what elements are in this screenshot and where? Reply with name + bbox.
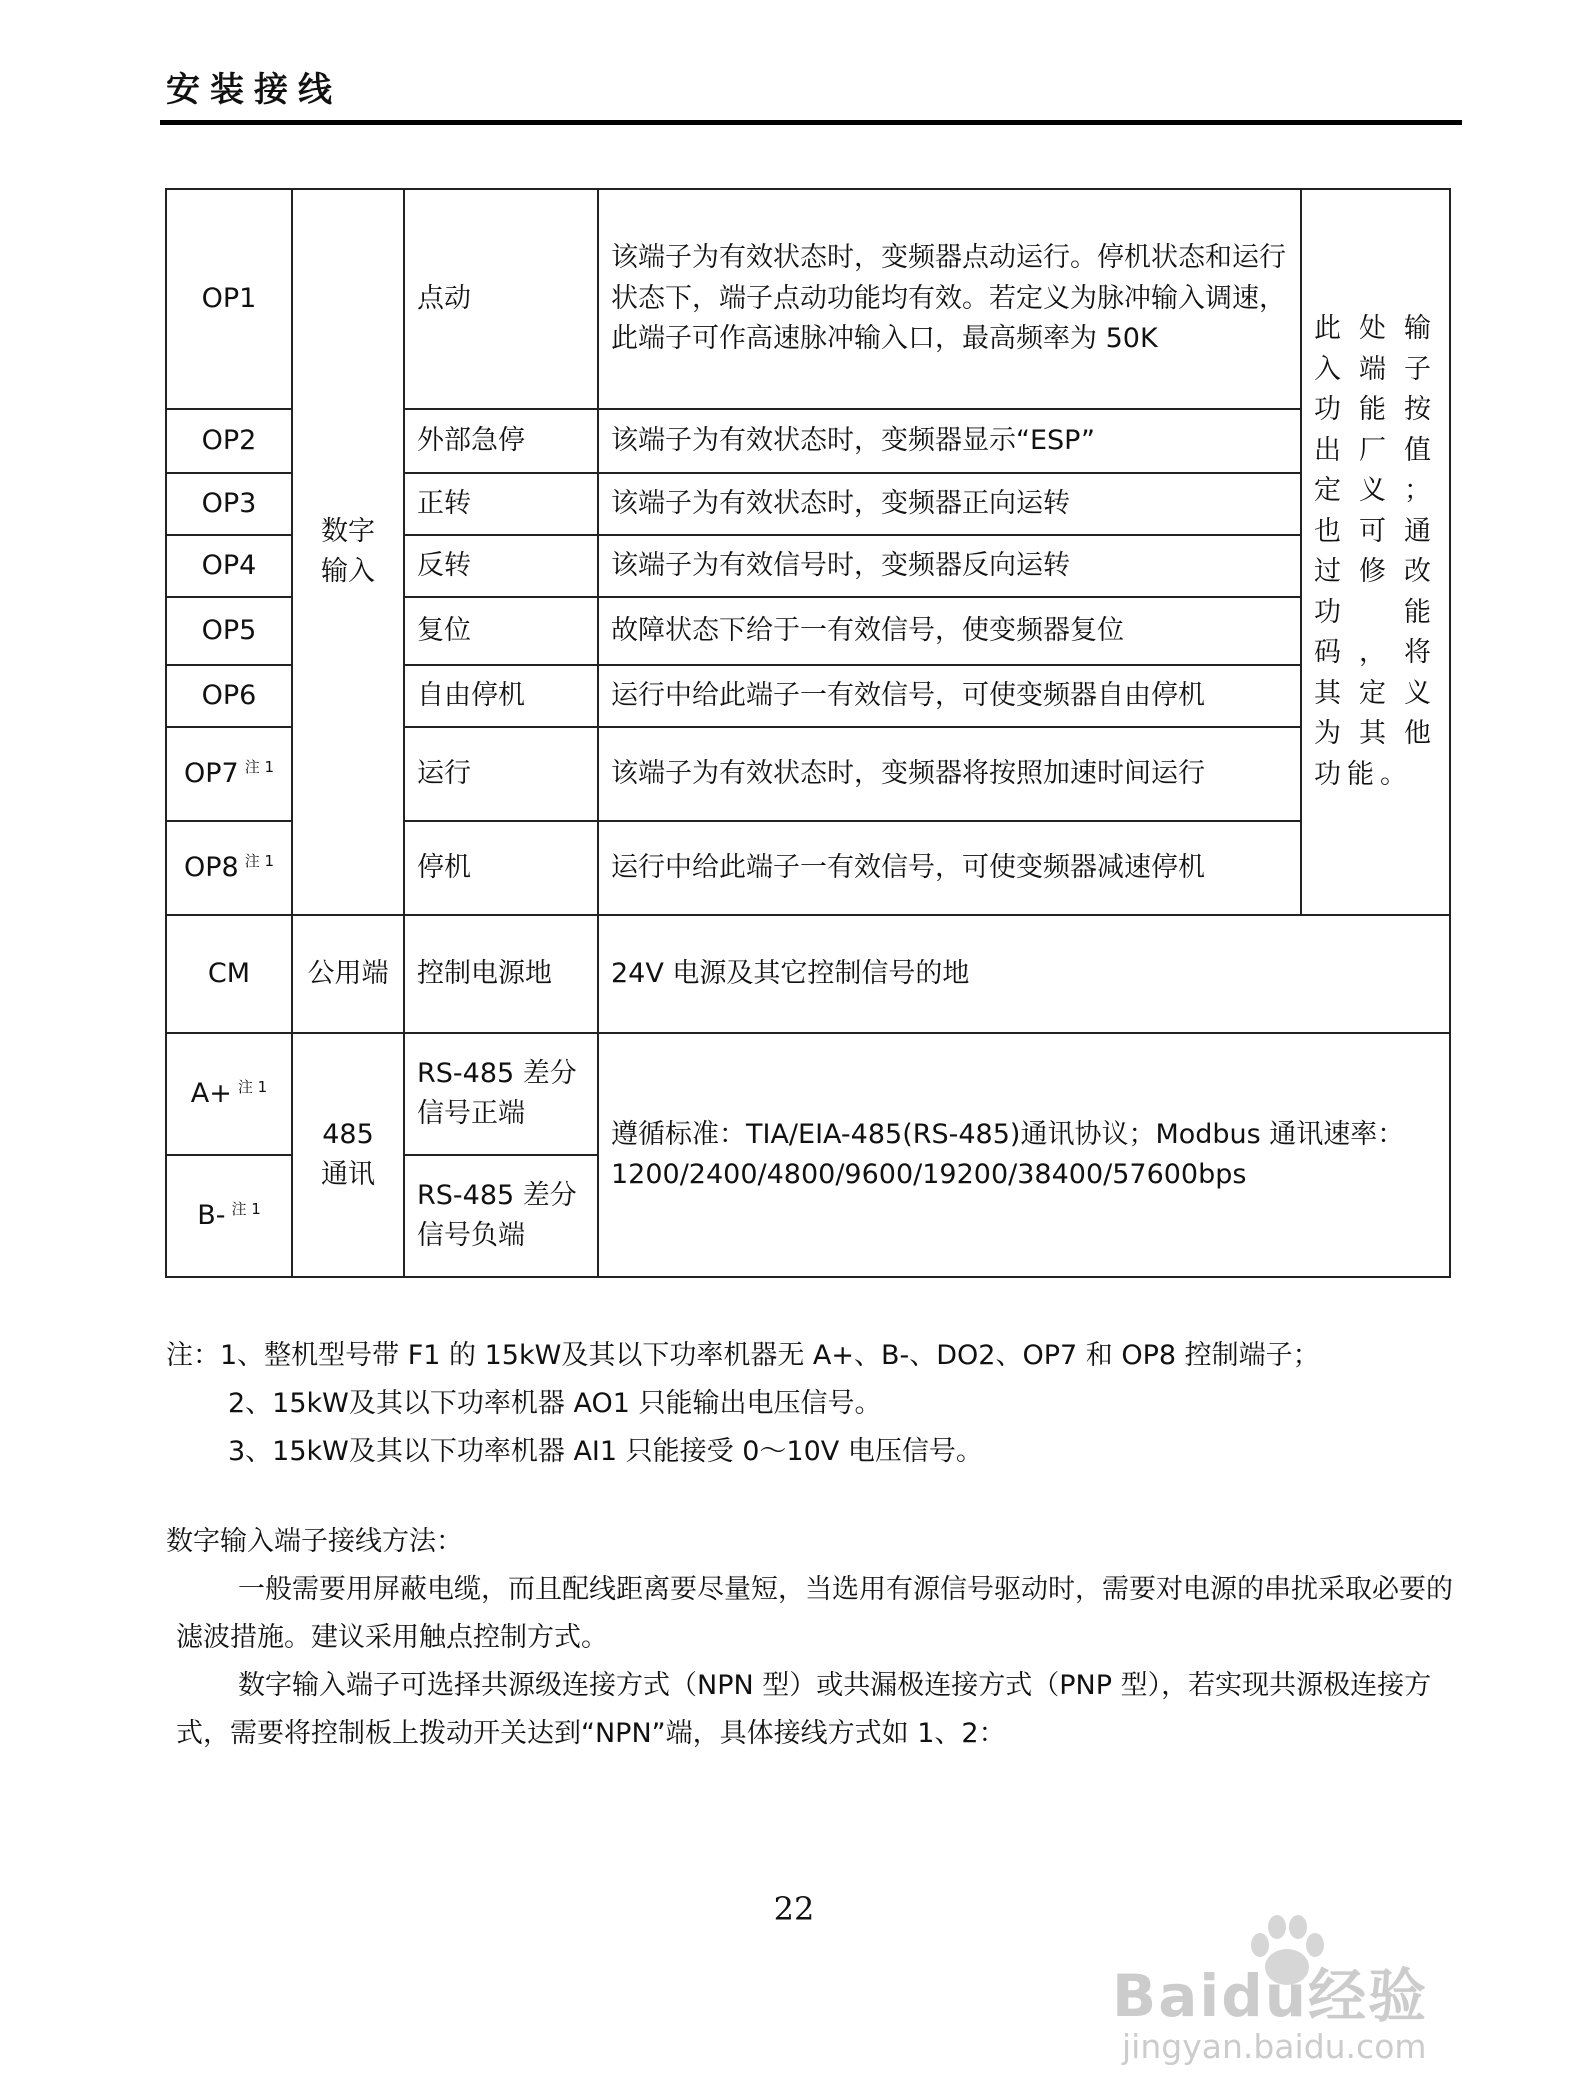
function-cell: 外部急停 <box>404 409 598 473</box>
terminal-cell: OP5 <box>166 597 292 665</box>
watermark-url: jingyan.baidu.com <box>1122 2027 1427 2066</box>
function-cell: 运行 <box>404 727 598 821</box>
terminal-cell: A+ $^{注 1}$ <box>166 1033 292 1155</box>
function-cell: 停机 <box>404 821 598 915</box>
paragraph: 数字输入端子可选择共源级连接方式（NPN 型）或共漏极连接方式（PNP 型），若实现共源极连接方式，需要将控制板上拨动开关达到“NPN”端，具体接线方式如 1、2： <box>176 1670 1432 1749</box>
terminal-cell: OP2 <box>166 409 292 473</box>
description-cell: 该端子为有效信号时，变频器反向运转 <box>598 535 1301 597</box>
paragraph: 一般需要用屏蔽电缆，而且配线距离要尽量短，当选用有源信号驱动时，需要对电源的串扰采取必要的滤波措施。建议采用触点控制方式。 <box>176 1574 1453 1653</box>
function-cell: 点动 <box>404 189 598 409</box>
description-cell: 故障状态下给于一有效信号，使变频器复位 <box>598 597 1301 665</box>
terminal-cell: B- $^{注 1}$ <box>166 1155 292 1277</box>
section-heading: 数字输入端子接线方法： <box>166 1526 463 1557</box>
description-cell: 该端子为有效状态时，变频器将按照加速时间运行 <box>598 727 1301 821</box>
watermark <box>1112 1905 1482 2075</box>
section-title: 安装接线 <box>166 70 342 110</box>
footnote-3: 3、15kW及其以下功率机器 AI1 只能接受 0～10V 电压信号。 <box>228 1436 983 1467</box>
footnote-2: 2、15kW及其以下功率机器 AO1 只能输出电压信号。 <box>228 1388 882 1419</box>
description-cell: 遵循标准：TIA/EIA-485(RS-485)通讯协议；Modbus 通讯速率：1200/2400/4800/9600/19200/38400/57600bps <box>598 1033 1450 1277</box>
terminal-cell: OP8 $^{注 1}$ <box>166 821 292 915</box>
table-row <box>166 189 1450 409</box>
footnote-mark: 注 1 <box>237 1077 268 1096</box>
side-note: 此处输入端子功能按出厂值定义；也可通过修改功能码，将其定义为其他功能。 <box>1301 189 1450 915</box>
footnote-1: 注：1、整机型号带 F1 的 15kW及其以下功率机器无 A+、B-、DO2、OP7 和 OP8 控制端子； <box>166 1340 1320 1371</box>
group-485-comm: 485 通讯 <box>292 1033 404 1277</box>
description-cell: 24V 电源及其它控制信号的地 <box>598 915 1450 1033</box>
function-cell: 自由停机 <box>404 665 598 727</box>
description-cell: 运行中给此端子一有效信号，可使变频器减速停机 <box>598 821 1301 915</box>
function-cell: 正转 <box>404 473 598 535</box>
footnote-mark: 注 1 <box>244 757 275 776</box>
function-cell: 控制电源地 <box>404 915 598 1033</box>
function-cell: 复位 <box>404 597 598 665</box>
footnote-mark: 注 1 <box>244 851 275 870</box>
watermark-brand: Baidu经验 <box>1112 1962 1429 2030</box>
terminal-cell: OP3 <box>166 473 292 535</box>
footnotes <box>166 1332 1456 1476</box>
function-cell: RS-485 差分信号正端 <box>404 1033 598 1155</box>
function-cell: 反转 <box>404 535 598 597</box>
description-cell: 该端子为有效状态时，变频器显示“ESP” <box>598 409 1301 473</box>
table-row <box>166 1033 1450 1155</box>
description-cell: 该端子为有效状态时，变频器点动运行。停机状态和运行状态下，端子点动功能均有效。若定义为脉冲输入调速，此端子可作高速脉冲输入口，最高频率为 50K <box>598 189 1301 409</box>
table-row <box>166 915 1450 1033</box>
description-cell: 该端子为有效状态时，变频器正向运转 <box>598 473 1301 535</box>
group-digital-input: 数字 输入 <box>292 189 404 915</box>
group-common: 公用端 <box>292 915 404 1033</box>
footnote-mark: 注 1 <box>231 1199 261 1218</box>
header-rule <box>160 120 1462 125</box>
description-cell: 运行中给此端子一有效信号，可使变频器自由停机 <box>598 665 1301 727</box>
page-number: 22 <box>773 1890 815 1928</box>
terminal-cell: OP6 <box>166 665 292 727</box>
function-cell: RS-485 差分信号负端 <box>404 1155 598 1277</box>
terminal-cell: OP7 $^{注 1}$ <box>166 727 292 821</box>
wiring-section <box>166 1518 1456 1758</box>
terminal-cell: CM <box>166 915 292 1033</box>
terminal-cell: OP1 <box>166 189 292 409</box>
terminal-cell: OP4 <box>166 535 292 597</box>
terminal-table <box>165 188 1451 1278</box>
